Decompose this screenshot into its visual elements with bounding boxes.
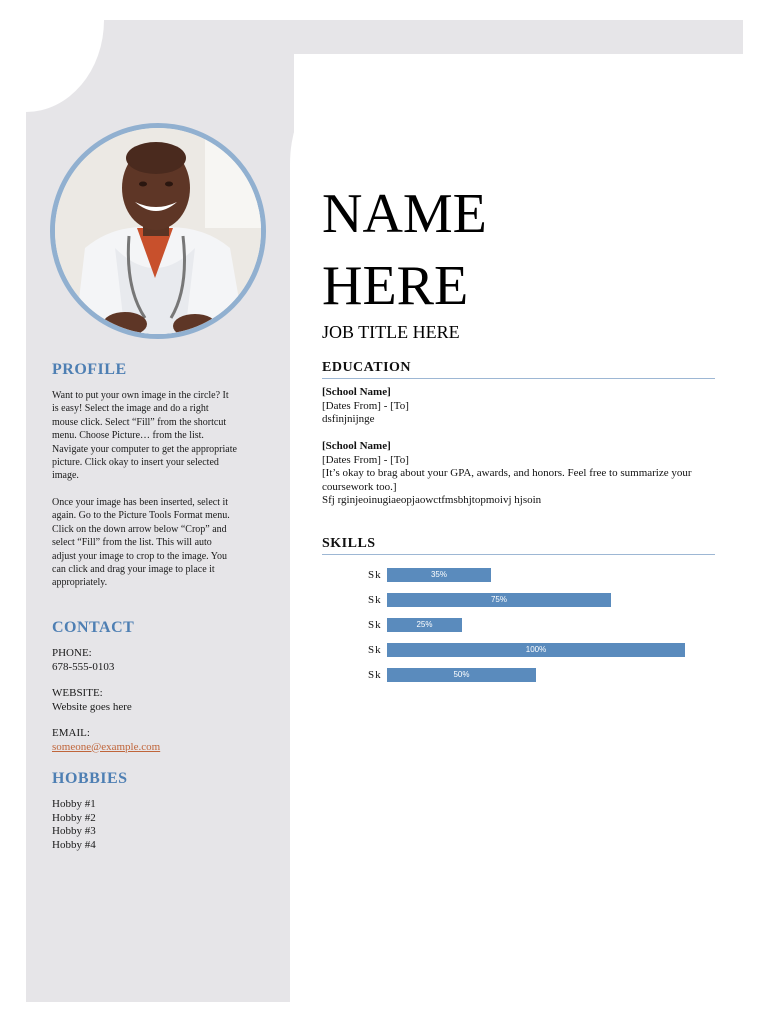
profile-text-2 (52, 496, 264, 590)
profile-line: Navigate your computer to get the appropriate (52, 443, 237, 455)
skill-label: Sk (368, 594, 382, 606)
skill-label: Sk (368, 644, 382, 656)
phone-label: PHONE: (52, 647, 92, 659)
contact-website (52, 687, 264, 714)
profile-line: Want to put your own image in the circle? It (52, 390, 229, 401)
skill-row (322, 668, 722, 683)
contact-email (52, 727, 264, 754)
name-line-2: HERE (322, 255, 469, 317)
school-dates: [Dates From] - [To] (322, 399, 409, 412)
hobby-item: Hobby #2 (52, 811, 96, 824)
profile-line: adjust your image to crop to the image. You (52, 550, 227, 562)
education-heading: EDUCATION (322, 360, 715, 379)
skill-percent-label: 100% (525, 645, 547, 654)
page-margin-bottom (0, 1002, 768, 1024)
school-description: Sfj rginjeoinugiaeopjaowctfmsbhjtopmoivj hjsoin (322, 494, 542, 506)
skill-bar (387, 668, 536, 682)
profile-line: Click on the down arrow below “Crop” and (52, 523, 227, 535)
job-title: JOB TITLE HERE (322, 322, 460, 342)
profile-photo[interactable] (50, 123, 266, 339)
email-label: EMAIL: (52, 727, 90, 739)
hobby-item: Hobby #1 (52, 798, 96, 810)
school-dates: [Dates From] - [To] (322, 453, 409, 466)
contact-heading: CONTACT (52, 619, 135, 636)
website-label: WEBSITE: (52, 687, 103, 699)
skill-row (322, 593, 722, 608)
skill-label: Sk (368, 619, 382, 631)
school-name: [School Name] (322, 440, 391, 452)
skill-bar (387, 593, 611, 607)
skill-percent-label: 75% (490, 595, 507, 604)
profile-line: menu. Choose Picture… from the list. (52, 430, 204, 442)
page-margin-right (743, 0, 768, 1024)
skill-percent-label: 50% (453, 670, 470, 679)
school-description: coursework too.] (322, 480, 397, 493)
skill-label: Sk (368, 569, 382, 581)
hobbies-list (52, 798, 264, 852)
profile-line: image. (52, 470, 79, 482)
profile-line: Once your image has been inserted, select it (52, 497, 229, 508)
school-name: [School Name] (322, 386, 391, 398)
profile-line: picture. Click okay to insert your selected (52, 457, 219, 469)
profile-line: appropriately. (52, 577, 108, 589)
website-value: Website goes here (52, 700, 132, 713)
school-description: dsfinjnijnge (322, 413, 375, 425)
email-link[interactable]: someone@example.com (52, 740, 161, 753)
profile-line: again. Go to the Picture Tools Format menu. (52, 510, 230, 522)
skill-row (322, 643, 722, 658)
name-line-1: NAME (322, 183, 487, 245)
profile-text (52, 389, 264, 483)
skill-row (322, 618, 722, 633)
education-entry (322, 386, 717, 427)
contact-phone (52, 647, 264, 674)
skill-bar (387, 568, 491, 582)
skill-percent-label: 35% (430, 570, 447, 579)
skill-bar (387, 643, 685, 657)
skill-percent-label: 25% (416, 620, 433, 629)
skill-row (322, 568, 722, 583)
profile-line: can click and drag your image to place it (52, 564, 215, 576)
profile-heading: PROFILE (52, 361, 127, 378)
hobbies-heading: HOBBIES (52, 770, 128, 787)
phone-value: 678-555-0103 (52, 660, 115, 673)
skill-label: Sk (368, 669, 382, 681)
education-entry (322, 440, 717, 508)
hobby-item: Hobby #4 (52, 838, 96, 851)
hobby-item: Hobby #3 (52, 825, 96, 837)
profile-line: select “Fill” from the list. This will auto (52, 537, 212, 549)
skills-heading: SKILLS (322, 536, 715, 555)
profile-line: mouse click. Select “Fill” from the shortcut (52, 416, 227, 428)
skill-bar (387, 618, 462, 632)
school-description: [It’s okay to brag about your GPA, awards, and honors. Feel free to summarize your (322, 467, 692, 479)
doctor-portrait-image (55, 128, 261, 334)
profile-line: is easy! Select the image and do a right (52, 403, 209, 415)
